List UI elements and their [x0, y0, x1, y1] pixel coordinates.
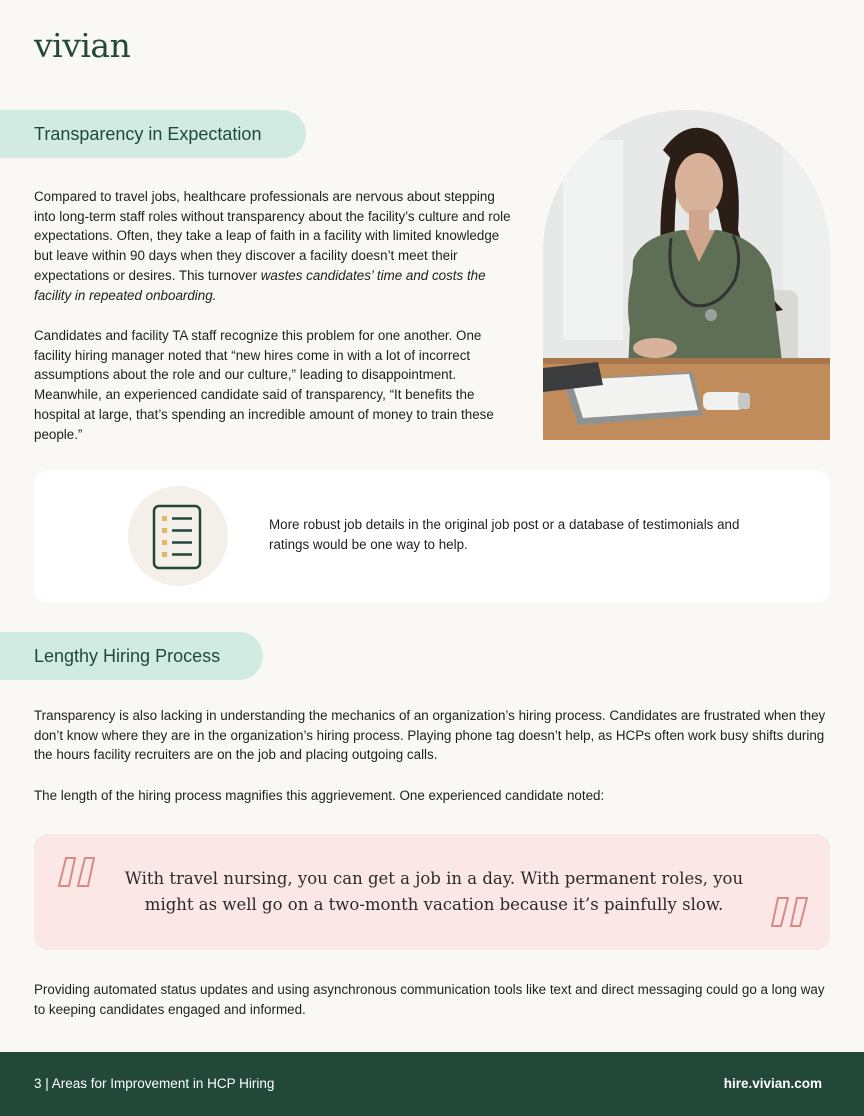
candidate-quote-box — [34, 834, 830, 950]
footer-page-label: 3 | Areas for Improvement in HCP Hiring — [34, 1076, 275, 1091]
nurse-photo — [543, 110, 830, 440]
hiring-paragraph-2: The length of the hiring process magnifies this aggrievement. One experienced candidate noted: — [34, 788, 605, 803]
transparency-paragraph-2: Candidates and facility TA staff recognize this problem for one another. One facility hiring manager noted that “new hires come in with a lot of incorrect assumptions about the role and our culture,” leading to disappointment. Meanwhile, an experienced candidate said of transparency, “It benefits the hospital at large, that’s spending an incredible amount of money to train these people.” — [34, 328, 494, 442]
close-quote-icon — [770, 894, 812, 930]
quote-text: With travel nursing, you can get a job in a day. With permanent roles, you might as well go on a two-month vacation because it’s painfully slow. — [124, 869, 744, 914]
hiring-paragraph-1: Transparency is also lacking in understanding the mechanics of an organization’s hiring process. Candidates are frustrated when they don’t know where they are in the organization’s hiring process. Playing phone tag doesn’t help, as HCPs often work busy shifts during the hours facility recruiters are on the job and placing outgoing calls. — [34, 708, 826, 763]
page-footer — [0, 1052, 864, 1116]
tip-callout — [34, 470, 830, 603]
hiring-paragraph-3: Providing automated status updates and using asynchronous communication tools like text and direct messaging could go a long way to keeping candidates engaged and informed. — [34, 982, 825, 1017]
footer-website-link[interactable]: hire.vivian.com — [723, 1076, 822, 1091]
section-heading-transparency: Transparency in Expectation — [0, 110, 306, 158]
transparency-paragraph-1: Compared to travel jobs, healthcare professionals are nervous about stepping into long-term staff roles without transparency about the facility’s culture and role expectations. Often, they take a leap of faith in a facility with limited knowledge but leave within 90 days when they discover a facility doesn’t meet their expectations or desires. This turnover wastes candidates’ time and costs the facility in repeated onboarding. — [34, 189, 511, 303]
section-heading-hiring-process: Lengthy Hiring Process — [0, 632, 263, 680]
callout-text: More robust job details in the original job post or a database of testimonials and ratings would be one way to help. — [269, 517, 740, 552]
callout-icon-background — [128, 486, 228, 586]
open-quote-icon — [56, 854, 98, 890]
checklist-icon — [128, 486, 228, 586]
vivian-logo: vivian — [34, 26, 131, 65]
